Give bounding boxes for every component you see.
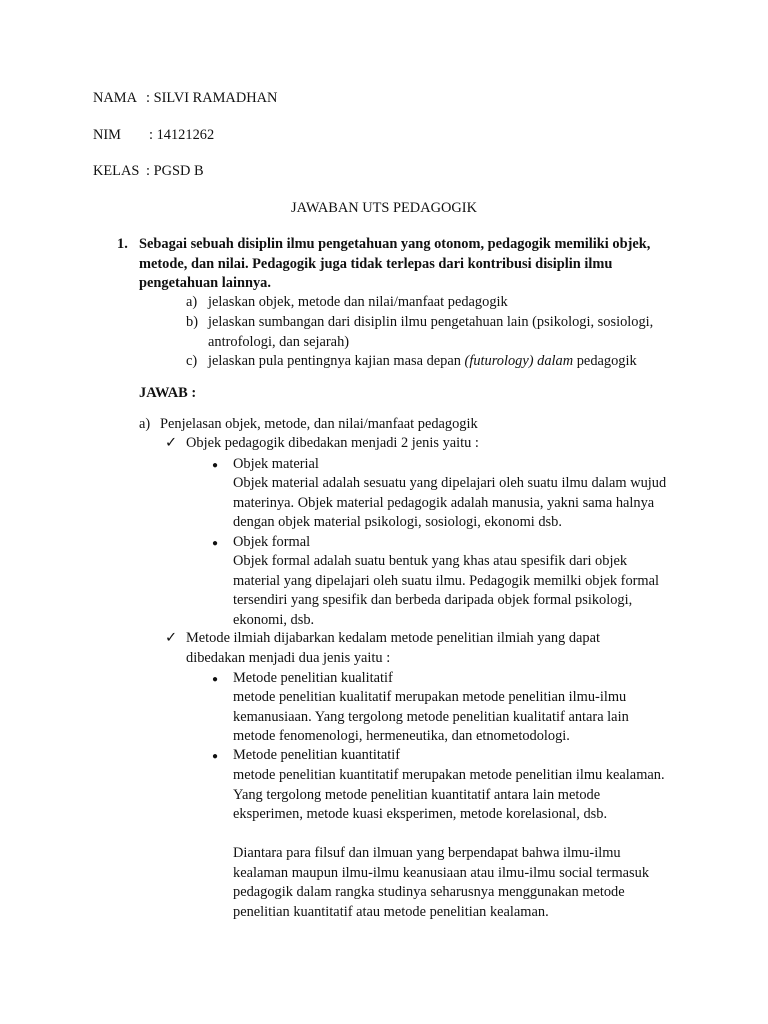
bullet-icon: ●	[212, 538, 219, 549]
question-text: Sebagai sebuah disiplin ilmu pengetahuan yang otonom, pedagogik memiliki objek, metode, dan nilai. Pedagogik juga tidak terlepas dari kontribusi disiplin ilmu pengetahuan lainnya.	[139, 236, 651, 291]
answer-part-text: Penjelasan objek, metode, dan nilai/manfaat pedagogik	[160, 416, 478, 432]
bullet-icon: ●	[212, 674, 219, 685]
checkmark-icon: ✓	[165, 435, 178, 451]
bullet-body: Objek formal adalah suatu bentuk yang khas atau spesifik dari objek material yang dipelajari oleh suatu ilmu. Pedagogik memilki objek formal tersendiri yang spesifik dan berbeda daripada objek formal psikologi, ekonomi, dsb.	[233, 553, 660, 628]
sub-question-text-part: jelaskan pula pentingnya kajian masa depan	[208, 353, 465, 369]
sub-question-label: a)	[186, 294, 198, 310]
sub-question-text	[208, 352, 678, 372]
sub-question-label: c)	[186, 353, 198, 369]
bullet-body: metode penelitian kualitatif merupakan metode penelitian ilmu-ilmu kemanusiaan. Yang tergolong metode penelitian kualitatif antara lain metode fenomenologi, hermeneutika, dan etnometodologi.	[233, 689, 629, 744]
answer-heading: JAWAB :	[139, 385, 197, 401]
nama-label: NAMA	[93, 90, 137, 106]
bullet-body-continued: Diantara para filsuf dan ilmuan yang berpendapat bahwa ilmu-ilmu kealaman maupun ilmu-ilmu keanusiaan atau ilmu-ilmu social termasuk pedagogik dalam rangka studinya seharusnya menggunakan metode penelitian kuantitatif atau metode penelitian kealaman.	[233, 845, 650, 920]
question-number: 1.	[117, 236, 128, 252]
sub-question-label: b)	[186, 314, 198, 330]
bullet-body: Objek material adalah sesuatu yang dipelajari oleh suatu ilmu dalam wujud materinya. Objek material pedagogik adalah manusia, yakni sama halnya dengan objek material psikologi, sosiologi, ekonomi dsb.	[233, 475, 667, 530]
nim-value: : 14121262	[149, 127, 215, 143]
bullet-body: metode penelitian kuantitatif merupakan metode penelitian ilmu kealaman. Yang tergolong metode penelitian kuantitatif antara lain metode eksperimen, metode kuasi eksperimen, metode korelasional, dsb.	[233, 767, 665, 822]
kelas-value: : PGSD B	[146, 163, 204, 179]
sub-question-text-part: pedagogik	[573, 353, 637, 369]
bullet-title: Objek formal	[233, 534, 311, 550]
bullet-title: Objek material	[233, 456, 319, 472]
bullet-icon: ●	[212, 751, 219, 762]
check-item-text: Objek pedagogik dibedakan menjadi 2 jenis yaitu :	[186, 435, 479, 451]
check-item-text: Metode ilmiah dijabarkan kedalam metode penelitian ilmiah yang dapat dibedakan menjadi dua jenis yaitu :	[186, 630, 600, 666]
bullet-title: Metode penelitian kualitatif	[233, 670, 393, 686]
page-title: JAWABAN UTS PEDAGOGIK	[291, 200, 477, 216]
sub-question-text: jelaskan sumbangan dari disiplin ilmu pengetahuan lain (psikologi, sosiologi, antrofologi, dan sejarah)	[208, 314, 654, 350]
nim-label: NIM	[93, 127, 121, 143]
checkmark-icon: ✓	[165, 630, 178, 646]
kelas-label: KELAS	[93, 163, 140, 179]
answer-part-label: a)	[139, 416, 151, 432]
nama-value: : SILVI RAMADHAN	[146, 90, 278, 106]
bullet-icon: ●	[212, 460, 219, 471]
bullet-title: Metode penelitian kuantitatif	[233, 747, 401, 763]
sub-question-italic: (futurology) dalam	[464, 353, 574, 369]
sub-question-text: jelaskan objek, metode dan nilai/manfaat pedagogik	[208, 294, 508, 310]
